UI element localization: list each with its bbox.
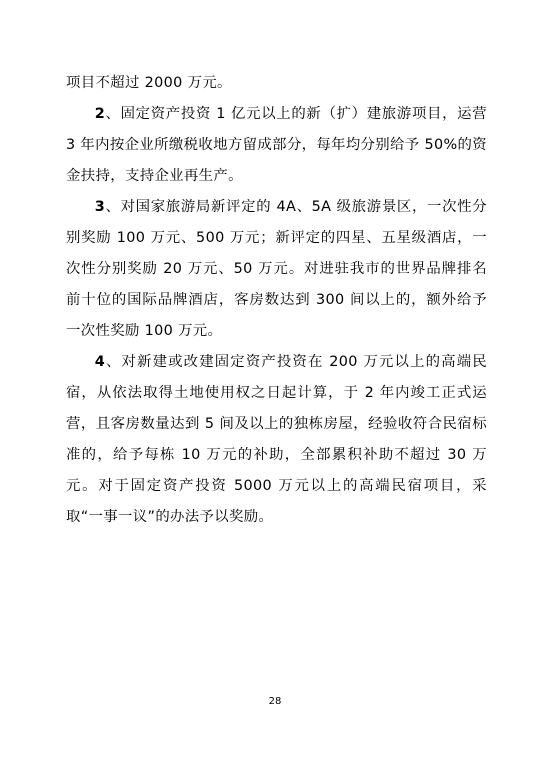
paragraph-text: 、对新建或改建固定资产投资在 200 万元以上的高端民宿，从依法取得土地使用权之日起计算，于 2 年内竣工正式运营，且客房数量达到 5 间及以上的独栋房屋，经验收符合民宿标准的，给予每栋 10 万元的补助，全部累积补助不超过 30 万元。对于固定资产投资 5000 万元以上的高端民宿项目，采取“一事一议”的办法予以奖励。 [66,354,487,525]
paragraph-text: 、固定资产投资 1 亿元以上的新（扩）建旅游项目，运营 3 年内按企业所缴税收地方留成部分，每年均分别给予 50%的资金扶持，支持企业再生产。 [66,106,487,184]
paragraph-text: 、对国家旅游局新评定的 4A、5A 级旅游景区，一次性分别奖励 100 万元、500 万元；新评定的四星、五星级酒店，一次性分别奖励 20 万元、50 万元。对进驻我市的世界品牌排名前十位的国际品牌酒店，客房数达到 300 间以上的，额外给予一次性奖励 100 万元。 [66,199,487,339]
paragraph-text: 项目不超过 2000 万元。 [66,75,232,91]
document-body [66,68,487,533]
paragraph-item-3 [66,192,487,347]
paragraph-number: 3 [94,199,106,215]
paragraph-number: 2 [94,106,106,122]
paragraph-number: 4 [94,354,106,370]
paragraph-item-2 [66,99,487,192]
paragraph-continuation [66,68,487,99]
page-number: 28 [268,696,282,707]
paragraph-item-4 [66,347,487,533]
